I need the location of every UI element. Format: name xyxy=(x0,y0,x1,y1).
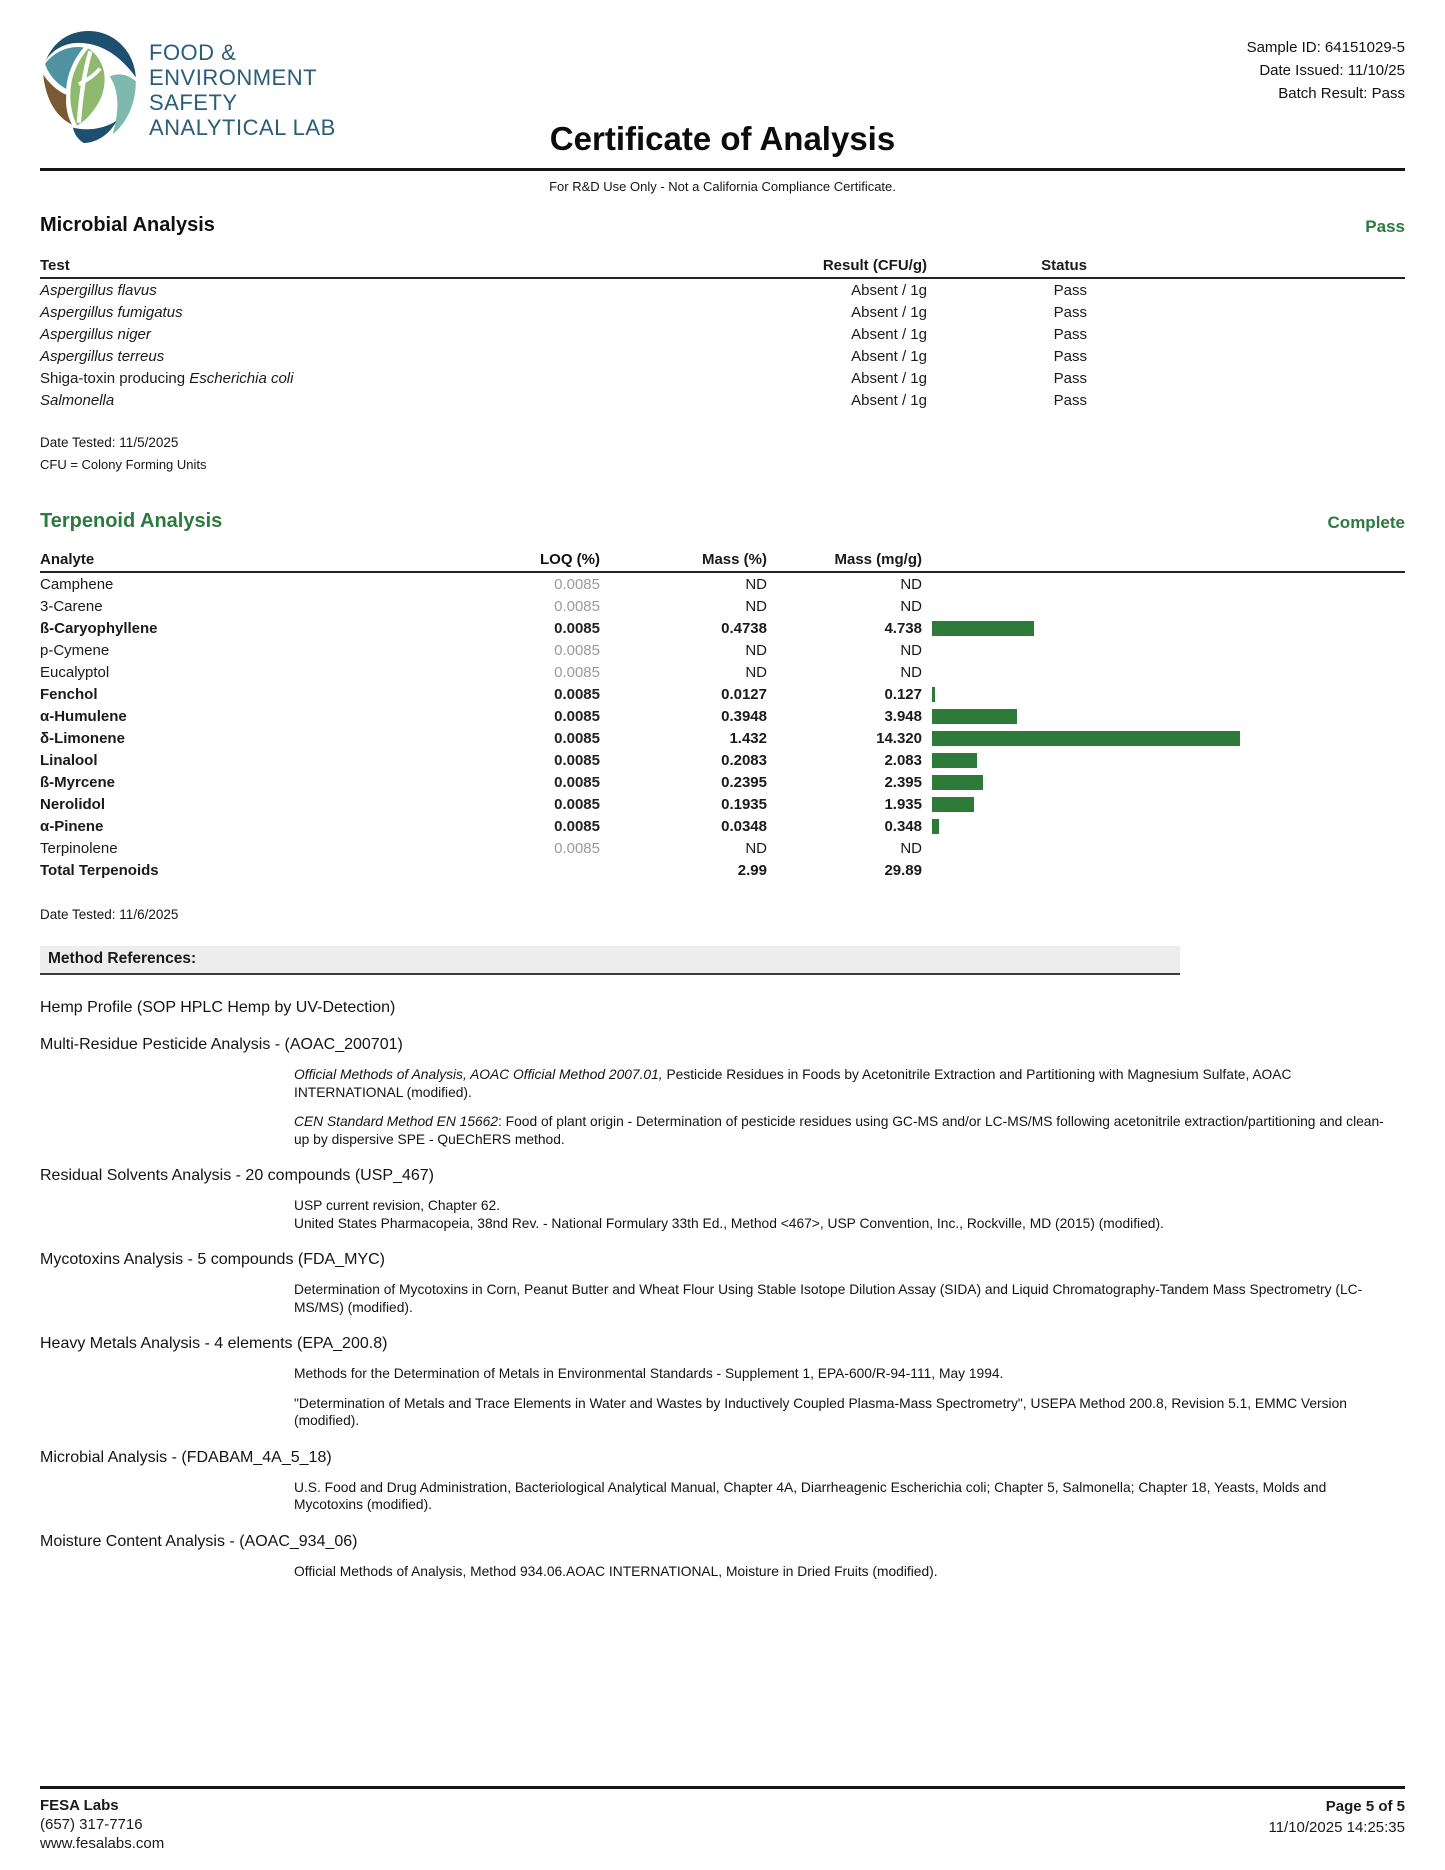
col-loq: LOQ (%) xyxy=(540,550,600,568)
microbial-table xyxy=(40,253,1405,411)
result-value: Absent / 1g xyxy=(851,391,927,409)
col-mass-pct: Mass (%) xyxy=(701,550,767,568)
method-paragraph: Official Methods of Analysis, AOAC Official Method 2007.01, Pesticide Residues in Foods by Acetonitrile Extraction and Partitioning with Magnesium Sulfate, AOAC INTERNATIONAL (modified). xyxy=(294,1067,1292,1100)
terpenoid-table-header xyxy=(40,547,1405,573)
footer-phone: (657) 317-7716 xyxy=(40,1816,143,1833)
method-paragraph: United States Pharmacopeia, 38nd Rev. - National Formulary 33th Ed., Method <467>, USP Convention, Inc., Rockville, MD (2015) (modified). xyxy=(294,1215,1164,1231)
table-row xyxy=(40,345,1405,367)
test-name: Escherichia coli xyxy=(189,369,294,387)
test-name: Aspergillus flavus xyxy=(40,281,157,299)
date-issued: Date Issued: 11/10/25 xyxy=(1259,62,1405,79)
footer-datetime: 11/10/2025 14:25:35 xyxy=(1268,1819,1405,1836)
col-analyte: Analyte xyxy=(40,550,95,568)
mass-bar xyxy=(932,819,939,834)
method-title: Heavy Metals Analysis - 4 elements (EPA_200.8) xyxy=(40,1335,388,1352)
result-value: Absent / 1g xyxy=(851,281,927,299)
method-title: Mycotoxins Analysis - 5 compounds (FDA_MYC) xyxy=(40,1251,385,1268)
microbial-status-badge: Pass xyxy=(1365,217,1405,236)
mass-bar xyxy=(932,797,974,812)
method-title: Hemp Profile (SOP HPLC Hemp by UV-Detection) xyxy=(40,999,396,1016)
table-row-total: Total Terpenoids 2.99 29.89 xyxy=(40,861,922,879)
lab-logo-emblem-icon xyxy=(40,30,137,149)
col-status: Status xyxy=(1041,256,1087,274)
status-value: Pass xyxy=(1053,391,1087,409)
footer-company: FESA Labs xyxy=(40,1797,119,1814)
mass-bar xyxy=(932,731,1240,746)
col-test: Test xyxy=(40,256,70,274)
result-value: Absent / 1g xyxy=(851,325,927,343)
method-paragraph: Determination of Mycotoxins in Corn, Peanut Butter and Wheat Flour Using Stable Isotope Dilution Assay (SIDA) and Liquid Chromatography-Tandem Mass Spectrometry (LC-MS/MS) (modified). xyxy=(294,1282,1363,1315)
mass-bar xyxy=(932,775,983,790)
microbial-section-header xyxy=(40,214,1405,237)
mass-bar xyxy=(932,687,935,702)
result-value: Absent / 1g xyxy=(851,369,927,387)
mass-bar xyxy=(932,709,1017,724)
table-row: ß-Myrcene 0.0085 0.2395 2.395 xyxy=(40,771,1405,793)
table-row: δ-Limonene 0.0085 1.432 14.320 xyxy=(40,727,1405,749)
method-title: Microbial Analysis - (FDABAM_4A_5_18) xyxy=(40,1448,332,1466)
table-row xyxy=(40,389,1405,411)
method-paragraph: USP current revision, Chapter 62. xyxy=(294,1198,501,1213)
header-divider xyxy=(40,168,1405,171)
microbial-date-tested: Date Tested: 11/5/2025 xyxy=(40,435,179,450)
method-title: Multi-Residue Pesticide Analysis - (AOAC_200701) xyxy=(40,1036,403,1053)
microbial-section-title: Microbial Analysis xyxy=(40,214,215,236)
table-row: Eucalyptol 0.0085 ND ND xyxy=(40,663,922,681)
method-references-band: Method References: xyxy=(40,946,1180,975)
table-row xyxy=(40,323,1405,345)
mass-bar xyxy=(932,753,977,768)
table-row xyxy=(40,301,1405,323)
method-title: Residual Solvents Analysis - 20 compounds (USP_467) xyxy=(40,1167,434,1184)
batch-result: Batch Result: Pass xyxy=(1278,85,1405,102)
table-row: Fenchol 0.0085 0.0127 0.127 xyxy=(40,683,1405,705)
col-mass-mgg: Mass (mg/g) xyxy=(834,550,922,568)
terpenoid-table xyxy=(40,547,1405,881)
terpenoid-section-header xyxy=(40,510,1405,533)
test-name: Salmonella xyxy=(40,391,115,409)
col-result: Result (CFU/g) xyxy=(822,256,927,274)
table-row: α-Humulene 0.0085 0.3948 3.948 xyxy=(40,705,1405,727)
status-value: Pass xyxy=(1053,347,1087,365)
method-paragraph: U.S. Food and Drug Administration, Bacteriological Analytical Manual, Chapter 4A, Diarrheagenic Escherichia coli; Chapter 5, Salmonella; Chapter 18, Yeasts, Molds and Mycotoxins (modified). xyxy=(294,1479,1327,1512)
method-references xyxy=(40,999,1405,1580)
table-row: Camphene 0.0085 ND ND xyxy=(40,575,922,593)
table-row: 3-Carene 0.0085 ND ND xyxy=(40,597,922,615)
footer xyxy=(40,1786,1405,1853)
status-value: Pass xyxy=(1053,369,1087,387)
terpenoid-date-tested: Date Tested: 11/6/2025 xyxy=(40,907,179,922)
header xyxy=(40,30,1405,158)
table-row: Shiga-toxin producing Escherichia coli Absent / 1g Pass xyxy=(40,369,1087,387)
microbial-table-header xyxy=(40,253,1405,279)
table-row: Linalool 0.0085 0.2083 2.083 xyxy=(40,749,1405,771)
footer-lab-info xyxy=(40,1796,164,1853)
method-paragraph: CEN Standard Method EN 15662: Food of plant origin - Determination of pesticide residues using GC-MS and/or LC-MS/MS following acetonitrile extraction/partitioning and clean-up by dispersive SPE - QuEChERS method. xyxy=(294,1114,1384,1147)
table-row: p-Cymene 0.0085 ND ND xyxy=(40,641,922,659)
table-row: ß-Caryophyllene 0.0085 0.4738 4.738 xyxy=(40,617,1405,639)
page-number: Page 5 of 5 xyxy=(1325,1798,1405,1815)
method-paragraph: Official Methods of Analysis, Method 934.06.AOAC INTERNATIONAL, Moisture in Dried Fruits (modified). xyxy=(294,1563,938,1579)
footer-page-info xyxy=(1268,1796,1405,1853)
lab-logo-wordmark: FOOD & ENVIRONMENT SAFETY ANALYTICAL LAB xyxy=(149,39,336,140)
test-name: Aspergillus fumigatus xyxy=(40,303,183,321)
status-value: Pass xyxy=(1053,303,1087,321)
method-paragraph: "Determination of Metals and Trace Elements in Water and Wastes by Inductively Coupled Plasma-Mass Spectrometry", USEPA Method 200.8, Revision 5.1, EMMC Version (modified). xyxy=(294,1395,1347,1428)
page-title: Certificate of Analysis xyxy=(549,120,896,157)
status-value: Pass xyxy=(1053,281,1087,299)
cfu-note: CFU = Colony Forming Units xyxy=(40,457,207,472)
method-title: Moisture Content Analysis - (AOAC_934_06) xyxy=(40,1532,358,1550)
mass-bar xyxy=(932,621,1034,636)
compliance-subtitle: For R&D Use Only - Not a California Compliance Certificate. xyxy=(549,179,896,194)
footer-website: www.fesalabs.com xyxy=(40,1835,165,1852)
table-row: Nerolidol 0.0085 0.1935 1.935 xyxy=(40,793,1405,815)
terpenoid-section-title: Terpenoid Analysis xyxy=(40,510,223,532)
table-row: α-Pinene 0.0085 0.0348 0.348 xyxy=(40,815,1405,837)
sample-id: Sample ID: 64151029-5 xyxy=(1246,39,1405,56)
table-row xyxy=(40,279,1405,301)
sample-meta xyxy=(1247,36,1405,105)
test-name: Aspergillus niger xyxy=(40,325,151,343)
test-name: Aspergillus terreus xyxy=(40,347,165,365)
result-value: Absent / 1g xyxy=(851,347,927,365)
status-value: Pass xyxy=(1053,325,1087,343)
method-paragraph: Methods for the Determination of Metals in Environmental Standards - Supplement 1, EPA-600/R-94-111, May 1994. xyxy=(294,1366,1004,1381)
table-row: Terpinolene 0.0085 ND ND xyxy=(40,839,922,857)
result-value: Absent / 1g xyxy=(851,303,927,321)
terpenoid-status-badge: Complete xyxy=(1327,513,1405,532)
